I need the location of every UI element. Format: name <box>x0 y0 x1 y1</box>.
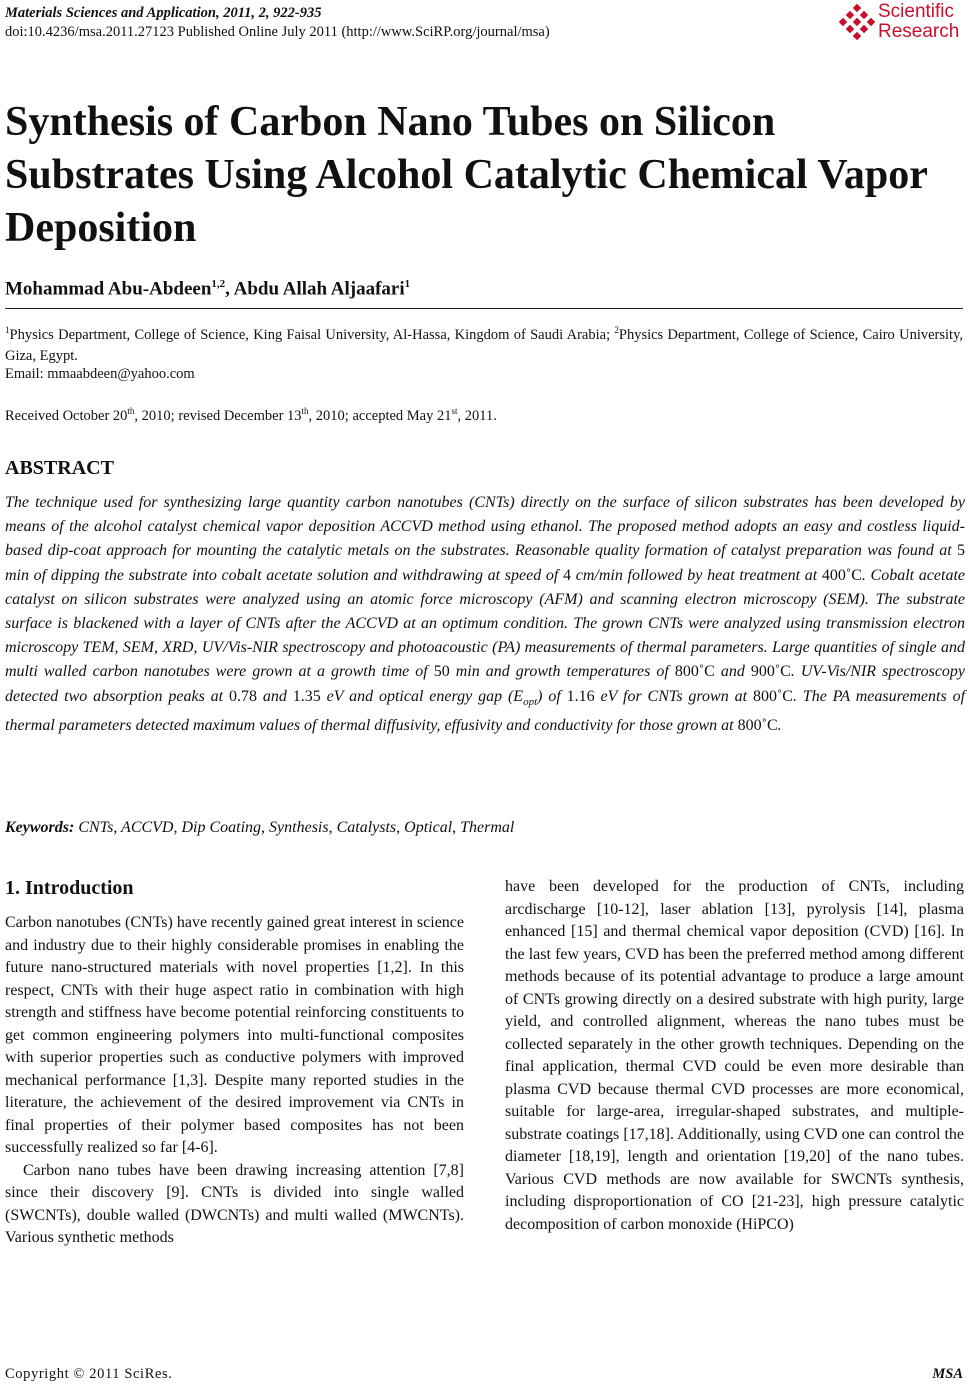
scientific-research-logo-icon <box>838 4 876 42</box>
abstract-fragment: 800˚C <box>737 717 778 735</box>
received-dates <box>5 406 497 425</box>
abstract-fragment: and <box>257 687 293 705</box>
affiliations <box>5 320 963 367</box>
author-1-name: Mohammad Abu-Abdeen <box>5 278 212 300</box>
left-column <box>5 874 464 1250</box>
abstract-fragment: 400˚C <box>821 566 862 584</box>
abstract-fragment: opt <box>523 695 538 708</box>
logo-wordmark <box>878 2 959 42</box>
abstract-fragment: 900˚C <box>750 663 791 681</box>
keywords-list: CNTs, ACCVD, Dip Coating, Synthesis, Catalysts, Optical, Thermal <box>74 819 515 836</box>
section-heading-introduction: 1. Introduction <box>5 877 134 899</box>
doi-line: doi:10.4236/msa.2011.27123 Published Online July 2011 (http://www.SciRP.org/journal/msa) <box>5 24 550 40</box>
journal-volume: , 2011, 2, 922-935 <box>215 5 322 21</box>
abstract-fragment: min of dipping the substrate into cobalt acetate solution and withdrawing at speed of <box>5 566 564 584</box>
accepted-year: , 2011. <box>457 407 497 424</box>
abstract-fragment: ) measurements of thermal parameters. Large quantities of single and multi walled carbon nanotubes were grown at a growth time of <box>5 639 966 681</box>
ordinal-suffix: th <box>127 406 135 416</box>
logo-line-2: Research <box>878 21 960 42</box>
keywords <box>5 819 514 837</box>
abstract-body <box>5 491 965 738</box>
abstract-fragment: ). The substrate surface is blackened with a layer of CNTs after the ACCVD at an optimum condition. The grown CNTs were analyzed using transmission electron microscopy TEM, SEM, XRD, UV/Vis-NIR spectroscopy and photoacoustic ( <box>5 590 966 657</box>
abstract-fragment: 800˚C <box>752 687 793 705</box>
abstract-fragment: 4 <box>563 566 572 584</box>
journal-header <box>5 4 550 42</box>
author-1-affiliation: 1,2 <box>211 278 226 290</box>
abstract-fragment: PA <box>497 639 515 657</box>
received-date: Received October 20 <box>5 407 128 424</box>
abstract-fragment: ) of <box>537 687 567 705</box>
abstract-fragment: 800˚C <box>674 663 715 681</box>
footer-journal-abbr: MSA <box>932 1366 963 1382</box>
paper-title: Synthesis of Carbon Nano Tubes on Silicon Substrates Using Alcohol Catalytic Chemical Vapor Deposition <box>5 99 928 251</box>
footer-copyright: Copyright © 2011 SciRes. <box>5 1366 173 1382</box>
abstract-fragment: eV and optical energy gap (E <box>320 687 524 705</box>
abstract-fragment: cm/min followed by heat treatment at <box>571 566 822 584</box>
author-separator: , <box>225 278 234 300</box>
journal-name: Materials Sciences and Application <box>5 5 216 21</box>
author-list <box>5 278 410 300</box>
affiliation-2-marker: 2 <box>614 325 619 335</box>
abstract-fragment: SEM <box>828 590 860 608</box>
author-2-affiliation: 1 <box>404 278 411 290</box>
abstract-fragment: 1.16 <box>566 687 595 705</box>
abstract-fragment: . <box>777 717 782 735</box>
right-column <box>505 876 964 1236</box>
contact-email: Email: mmaabdeen@yahoo.com <box>5 366 195 382</box>
abstract-fragment: AFM <box>544 590 578 608</box>
revised-date: , 2010; revised December 13 <box>134 407 302 424</box>
publisher-logo <box>838 2 964 44</box>
abstract-fragment: eV for CNTs grown at <box>594 687 753 705</box>
keywords-label: Keywords: <box>5 819 75 836</box>
abstract-fragment: ) and scanning electron microscopy ( <box>577 590 829 608</box>
author-2-name: Abdu Allah Aljaafari <box>233 278 405 300</box>
accepted-date: , 2010; accepted May 21 <box>308 407 452 424</box>
intro-paragraph-1: Carbon nanotubes (CNTs) have recently gained great interest in science and industry due to their highly considerable promises in enabling the future nano-structured materials with novel properties [1,2]. In this respect, CNTs with their huge aspect ratio in combination with high strength and stiffness have become potential reinforcing constituents to get common engineering polymers into multi-functional composites with superior properties such as conductive polymers with improved mechanical performance [1,3]. Despite many reported studies in the literature, the achievement of the desired improvement via CNTs in final properties of their polymer based composites has not been successfully realized so far [4-6]. <box>5 914 464 1156</box>
abstract-fragment: 1.35 <box>292 687 321 705</box>
affiliation-1-marker: 1 <box>5 325 10 335</box>
abstract-fragment: . The PA measurements of thermal parameters detected maximum values of thermal diffusivity, effusivity and conductivity for those grown at <box>5 687 966 735</box>
journal-citation <box>5 4 550 23</box>
header-divider <box>5 308 963 309</box>
logo-line-1: Scientific <box>878 1 955 22</box>
abstract-heading: ABSTRACT <box>5 457 114 479</box>
abstract-fragment: The technique used for synthesizing large quantity carbon nanotubes ( <box>5 494 475 511</box>
ordinal-suffix: th <box>301 406 309 416</box>
abstract-fragment: and <box>714 663 751 681</box>
abstract-fragment: ) directly on the surface of silicon substrates has been developed by means of the alcohol catalyst chemical vapor deposition ACCVD method using ethanol. The proposed method adopts an easy and costless liquid-based dip-coat approach for mounting the catalytic metals on the substrates. Reasonable quality formation of catalyst preparation was found at <box>5 494 965 560</box>
affiliation-1-text: Physics Department, College of Science, King Faisal University, Al-Hassa, Kingdom of Saudi Arabia; <box>9 326 615 343</box>
abstract-fragment: min and growth temperatures of <box>449 663 675 681</box>
intro-paragraph-2: Carbon nano tubes have been drawing increasing attention [7,8] since their discovery [9]. CNTs is divided into single walled (SWCNTs), double walled (DWCNTs) and multi walled (MWCNTs). Various synthetic methods <box>5 1161 464 1246</box>
abstract-fragment: . Cobalt acetate catalyst on silicon substrates were analyzed using an atomic force microscopy ( <box>5 566 966 608</box>
abstract-fragment: . UV-Vis/NIR spectroscopy detected two absorption peaks at <box>5 663 966 705</box>
affiliation-2-text: Physics Department, College of Science, Cairo University, Giza, Egypt. <box>5 326 963 364</box>
abstract-fragment: 0.78 <box>229 687 258 705</box>
abstract-fragment: 50 <box>433 663 450 681</box>
ordinal-suffix: st <box>451 406 458 416</box>
abstract-fragment: 5 <box>957 542 965 560</box>
intro-paragraph-2-continued: have been developed for the production of CNTs, including arcdischarge [10-12], laser ablation [13], pyrolysis [14], plasma enhanced [15] and thermal chemical vapor deposition (CVD) [16]. In the last few years, CVD has been the preferred method among different methods because of its potential advantage to produce a large amount of CNTs growing directly on a desired substrate with high purity, large yield, and controlled alignment, whereas the nano tubes must be collected separately in the other growth techniques. Depending on the final application, thermal CVD could be even more desirable than plasma CVD because thermal CVD processes are more economical, suitable for large-area, irregular-shaped substrates, and multiple-substrate coatings [17,18]. Additionally, using CVD one can control the diameter [18,19], length and orientation [19,20] of the nano tubes. Various CVD methods are now available for SWCNTs synthesis, including disproportionation of CO [21-23], high pressure catalytic decomposition of carbon monoxide (HiPCO) <box>505 878 964 1233</box>
abstract-fragment: CNTs <box>474 494 510 511</box>
